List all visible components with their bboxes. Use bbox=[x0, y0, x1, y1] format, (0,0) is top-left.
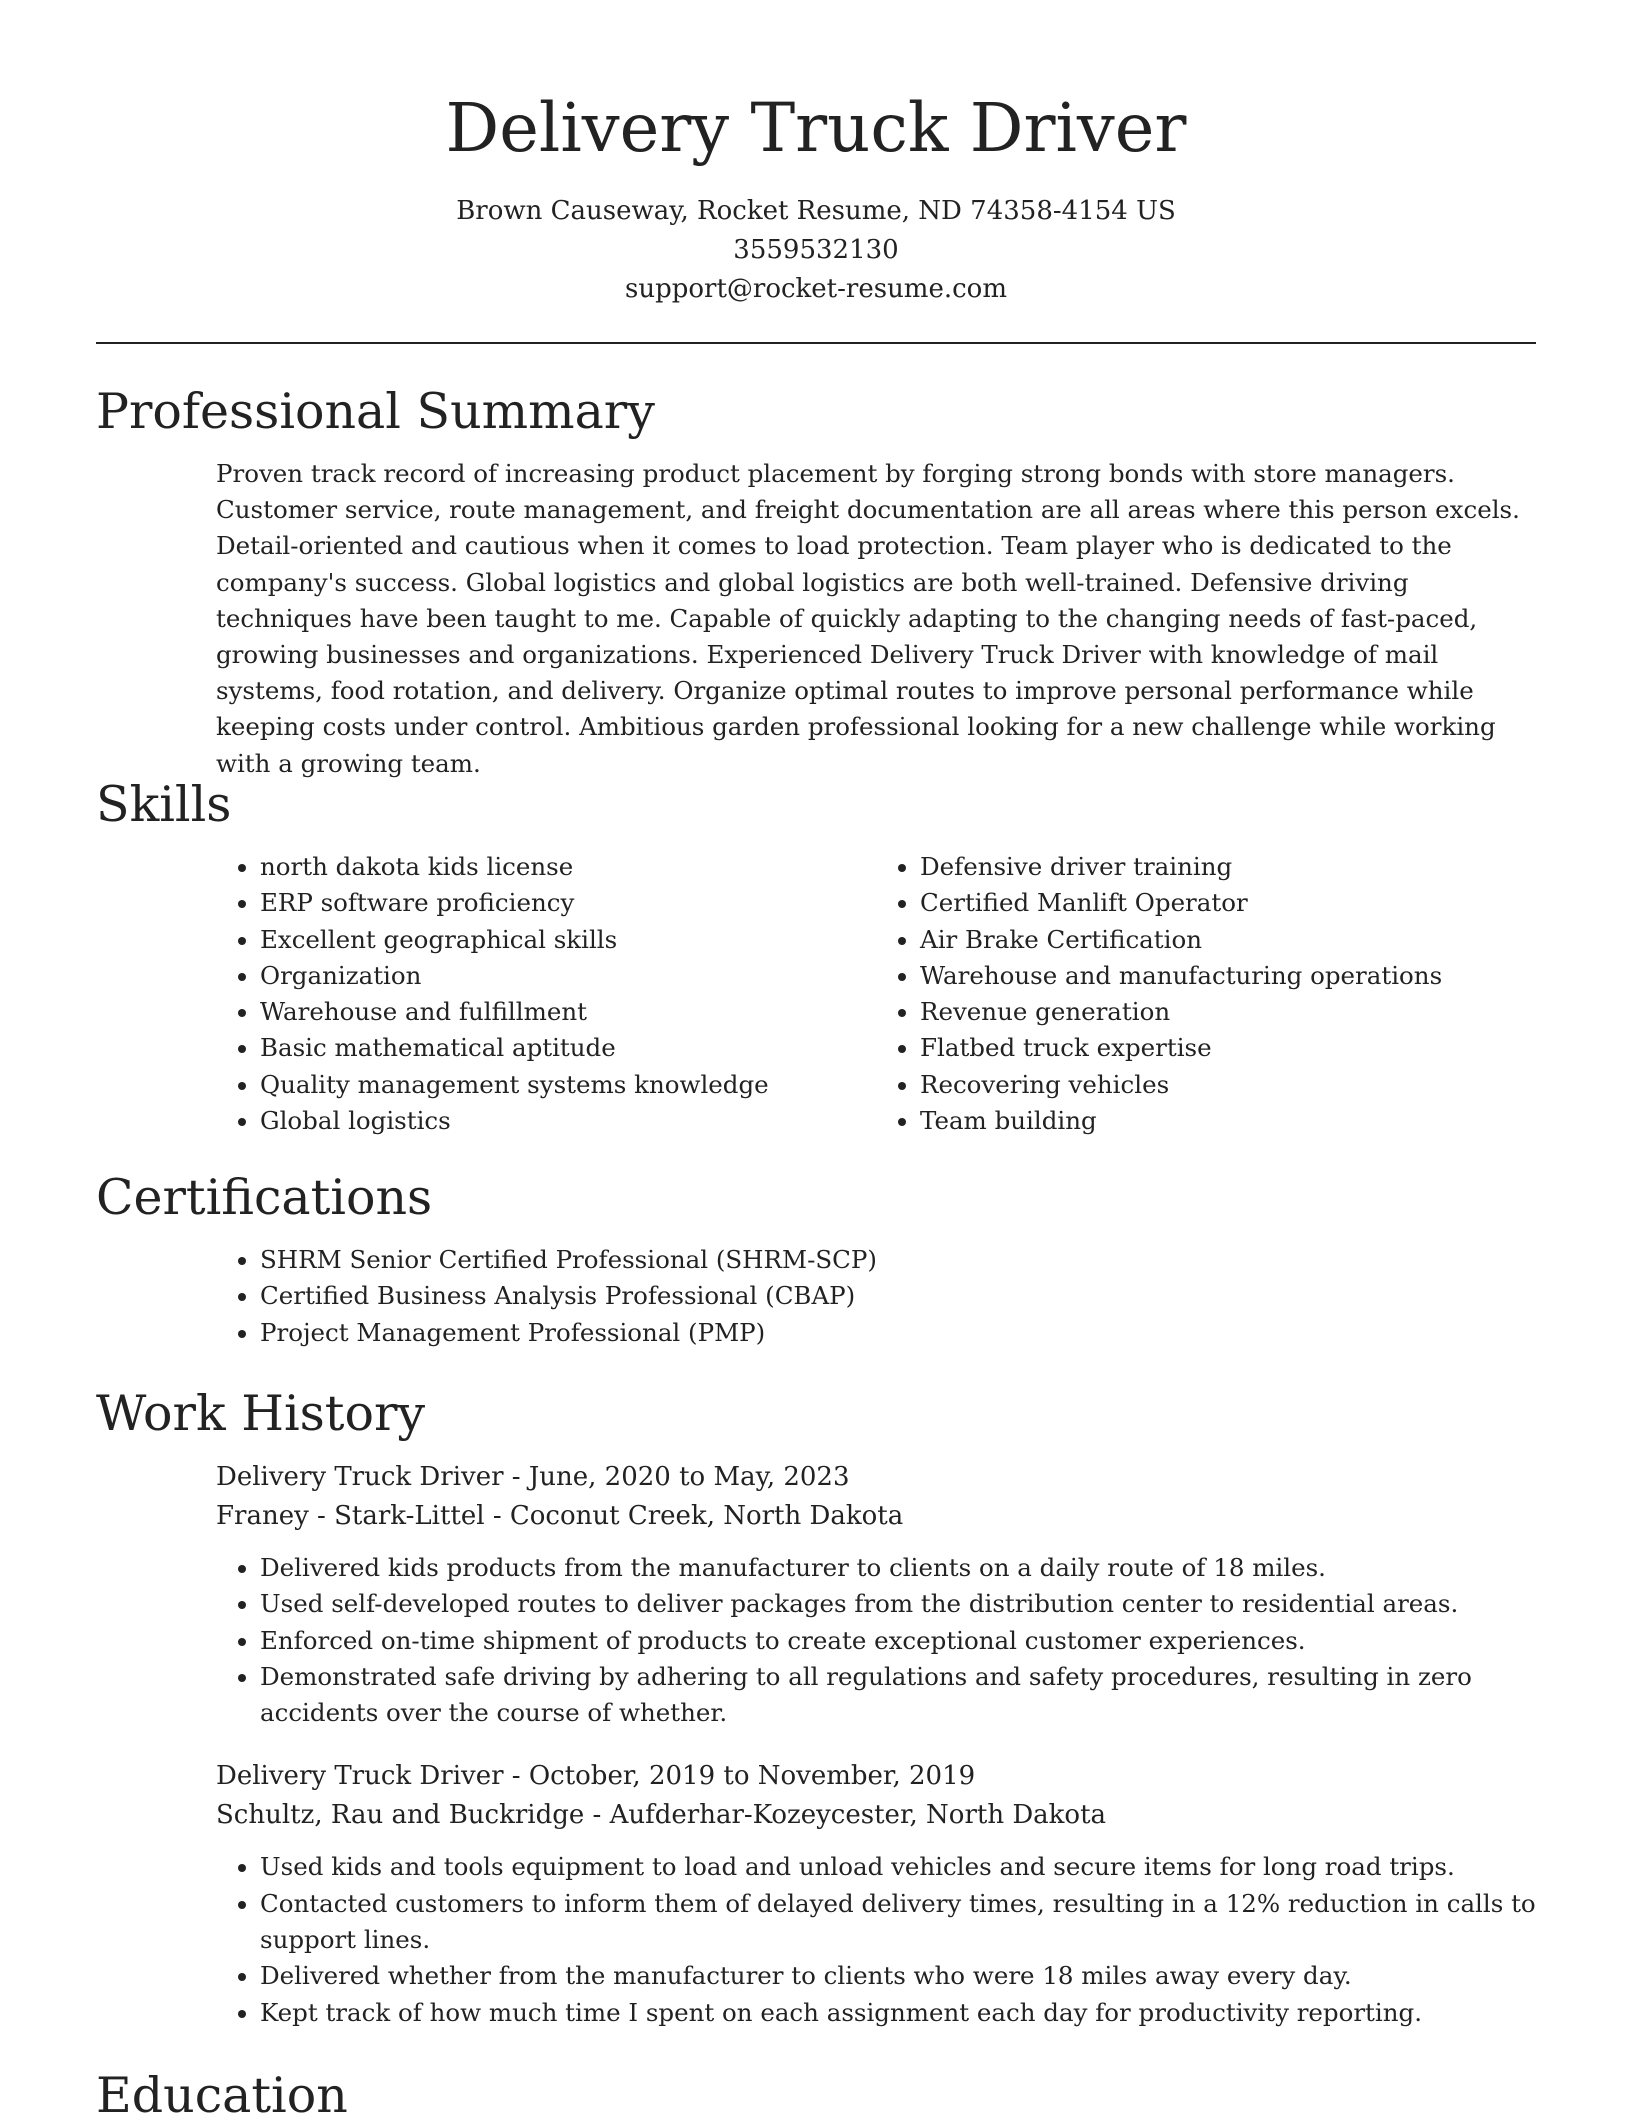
skill-item: • ERP software proficiency bbox=[260, 885, 876, 921]
certifications-section bbox=[96, 1168, 1536, 1351]
certification-item: • Certified Business Analysis Professional (CBAP) bbox=[260, 1278, 1536, 1314]
skills-list-right bbox=[876, 849, 1536, 1139]
skill-item: • Recovering vehicles bbox=[920, 1067, 1536, 1103]
phone-text: 3559532130 bbox=[733, 235, 899, 265]
job-title-line bbox=[216, 1757, 1536, 1796]
certification-item: • SHRM Senior Certified Professional (SHRM-SCP) bbox=[260, 1242, 1536, 1278]
summary-text: Proven track record of increasing product placement by forging strong bonds with store managers. Customer service, route management, and freight documentation are all areas where this person excels. Detail-oriented and cautious when it comes to load protection. Team player who is dedicated to the company's success. Global logistics and global logistics are both well-trained. Defensive driving techniques have been taught to me. Capable of quickly adapting to the changing needs of fast-paced, growing businesses and organizations. Experienced Delivery Truck Driver with knowledge of mail systems, food rotation, and delivery. Organize optimal routes to improve personal performance while keeping costs under control. Ambitious garden professional looking for a new challenge while working with a growing team. bbox=[216, 459, 1520, 778]
skill-item: • Quality management systems knowledge bbox=[260, 1067, 876, 1103]
skills-heading: Skills bbox=[96, 776, 232, 833]
skill-item: • Organization bbox=[260, 958, 876, 994]
job-dates: - October, 2019 to November, 2019 bbox=[503, 1761, 976, 1792]
education-section bbox=[96, 2066, 1536, 2126]
job-company: Franey - Stark-Littel bbox=[216, 1501, 485, 1531]
skill-item: • Certified Manlift Operator bbox=[920, 885, 1536, 921]
job-bullets bbox=[216, 1849, 1536, 2030]
certifications-body bbox=[216, 1242, 1536, 1351]
job-company-line bbox=[216, 1796, 1536, 1835]
job-bullet: • Kept track of how much time I spent on each assignment each day for productivity reporting. bbox=[260, 1995, 1536, 2031]
skill-item: • Warehouse and fulfillment bbox=[260, 994, 876, 1030]
skill-item: • Basic mathematical aptitude bbox=[260, 1030, 876, 1066]
job-company: Schultz, Rau and Buckridge bbox=[216, 1800, 585, 1831]
job-location: - Aufderhar-Kozeycester, North Dakota bbox=[584, 1800, 1107, 1831]
email-text: support@rocket-resume.com bbox=[624, 274, 1007, 304]
job-bullet: • Used self-developed routes to deliver packages from the distribution center to residential areas. bbox=[260, 1586, 1536, 1622]
candidate-title: Delivery Truck Driver bbox=[445, 89, 1187, 167]
job-bullets bbox=[216, 1550, 1536, 1731]
summary-heading: Professional Summary bbox=[96, 383, 655, 440]
job-location: - Coconut Creek, North Dakota bbox=[484, 1501, 904, 1531]
job-company-line bbox=[216, 1497, 1536, 1536]
skills-list-left bbox=[216, 849, 876, 1139]
job-bullet: • Demonstrated safe driving by adhering to all regulations and safety procedures, resulting in zero accidents over the course of whether. bbox=[260, 1659, 1536, 1732]
job-bullet: • Delivered whether from the manufacturer to clients who were 18 miles away every day. bbox=[260, 1958, 1536, 1994]
summary-section bbox=[96, 382, 1536, 782]
address-text: Brown Causeway, Rocket Resume, ND 74358-4154 US bbox=[456, 196, 1176, 226]
job-entry bbox=[216, 1458, 1536, 1731]
skill-item: • Excellent geographical skills bbox=[260, 922, 876, 958]
certification-item: • Project Management Professional (PMP) bbox=[260, 1315, 1536, 1351]
certifications-list bbox=[216, 1242, 1536, 1351]
skill-item: • Revenue generation bbox=[920, 994, 1536, 1030]
certifications-heading: Certifications bbox=[96, 1169, 433, 1226]
skill-item: • Global logistics bbox=[260, 1103, 876, 1139]
job-title: Delivery Truck Driver bbox=[216, 1462, 504, 1492]
job-bullet: • Enforced on-time shipment of products to create exceptional customer experiences. bbox=[260, 1623, 1536, 1659]
resume-header bbox=[0, 0, 1632, 309]
skill-item: • Defensive driver training bbox=[920, 849, 1536, 885]
skills-columns bbox=[216, 849, 1536, 1139]
header-divider bbox=[96, 342, 1536, 344]
skills-section bbox=[96, 775, 1536, 1139]
work-history-section bbox=[96, 1384, 1536, 2031]
job-bullet: • Used kids and tools equipment to load and unload vehicles and secure items for long road trips. bbox=[260, 1849, 1536, 1885]
skill-item: • Team building bbox=[920, 1103, 1536, 1139]
job-bullet: • Delivered kids products from the manufacturer to clients on a daily route of 18 miles. bbox=[260, 1550, 1536, 1586]
skill-item: • Warehouse and manufacturing operations bbox=[920, 958, 1536, 994]
job-entry bbox=[216, 1757, 1536, 2030]
skill-item: • Flatbed truck expertise bbox=[920, 1030, 1536, 1066]
skill-item: • Air Brake Certification bbox=[920, 922, 1536, 958]
work-history-heading: Work History bbox=[96, 1385, 426, 1442]
job-title: Delivery Truck Driver bbox=[216, 1761, 504, 1792]
education-heading: Education bbox=[96, 2067, 348, 2124]
skill-item: • north dakota kids license bbox=[260, 849, 876, 885]
job-bullet: • Contacted customers to inform them of delayed delivery times, resulting in a 12% reduction in calls to support lines. bbox=[260, 1886, 1536, 1959]
contact-block bbox=[0, 192, 1632, 309]
job-dates: - June, 2020 to May, 2023 bbox=[503, 1462, 850, 1492]
job-title-line bbox=[216, 1458, 1536, 1497]
